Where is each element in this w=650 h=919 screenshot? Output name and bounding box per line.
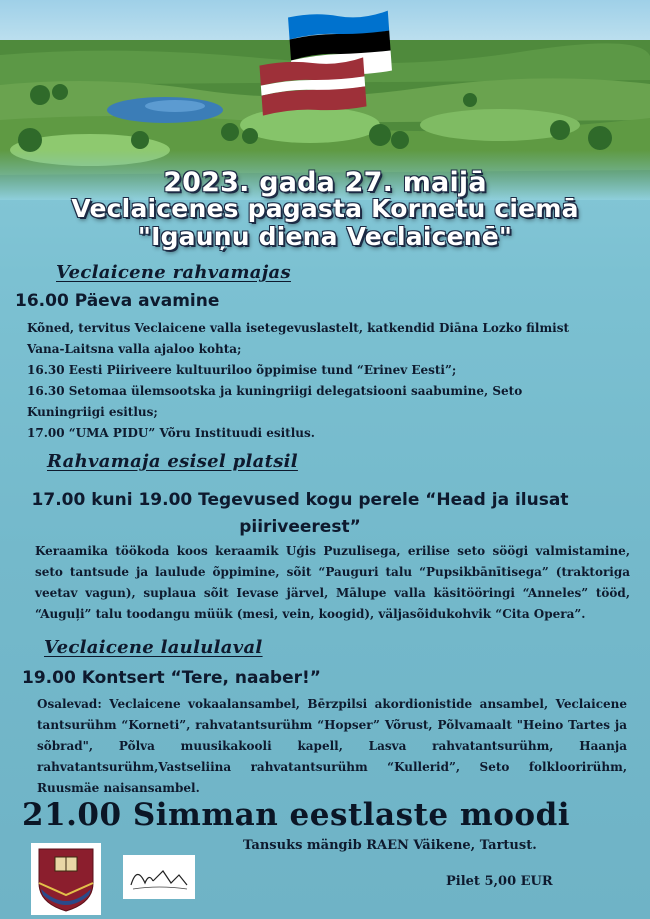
program-line: 16.30 Setomaa ülemsootska ja kuningriigi delegatsiooni saabumine, Seto [27,384,523,398]
section-heading-platsil: Rahvamaja esisel platsil [47,451,298,472]
concert-heading: 19.00 Kontsert “Tere, naaber!” [22,668,321,688]
ticket-price: Pilet 5,00 EUR [446,874,553,889]
program-line: 16.30 Eesti Piiriveere kultuuriloo õppimise tund “Erinev Eesti”; [27,363,457,377]
program-line: 17.00 “UMA PIDU” Võru Instituudi esitlus. [27,426,315,440]
drawing-logo-icon [123,855,195,899]
location-title: Veclaicenes pagasta Kornetu ciemā [71,194,579,223]
section-heading-rahvamajas: Veclaicene rahvamajas [56,262,291,283]
date-title: 2023. gada 27. maijā [163,167,487,198]
program-line: Kuningriigi esitlus; [27,405,158,419]
program-line: Kõned, tervitus Veclaicene valla isetegevuslastelt, katkendid Diāna Lozko filmist [27,321,570,335]
event-title: "Igauņu diena Veclaicenē" [137,222,513,251]
music-info: Tansuks mängib RAEN Väikene, Tartust. [243,838,537,853]
simman-heading: 21.00 Simman eestlaste moodi [22,797,571,833]
concert-participants: Osalevad: Veclaicene vokaalansambel, Bērzpilsi akordionistide ansambel, Veclaicene tantsurühm “Korneti”, rahvatantsurühm “Hopser” Võrust, Põlvamaalt "Heino Tartes ja sõbrad", Põlva muusikakooli kapell, Lasva rahvatantsurühm, Haanja rahvatantsurühm,Vastseliina rahvatantsurühm “Kullerid”, Seto folkloorirühm, Ruusmäe naisansambel. [37,697,627,795]
family-activities-text: Keraamika töökoda koos keraamik Uģis Puzulisega, erilise seto söögi valmistamine, seto tantsude ja laulude õppimine, sõit “Pauguri talu “Pupsikbānītisega” (traktoriga veetav vagun), suplaua sõit Ievase järvel, Mālupe valla käsitööringi “Anneles” tööd, “Auguļi” talu toodangu müük (mesi, vein, koogid), väljasõidukohvik “Cita Opera”. [35,544,630,621]
municipal-crest-icon [31,843,101,915]
family-activities-heading: 17.00 kuni 19.00 Tegevused kogu perele “Head ja ilusat piiriveerest” [31,490,569,537]
program-line: Vana-Laitsna valla ajaloo kohta; [27,342,242,356]
opening-heading: 16.00 Päeva avamine [15,291,220,311]
section1-program [27,318,627,444]
section-heading-laululaval: Veclaicene laululaval [44,637,263,658]
latvian-flag-icon [256,54,370,118]
